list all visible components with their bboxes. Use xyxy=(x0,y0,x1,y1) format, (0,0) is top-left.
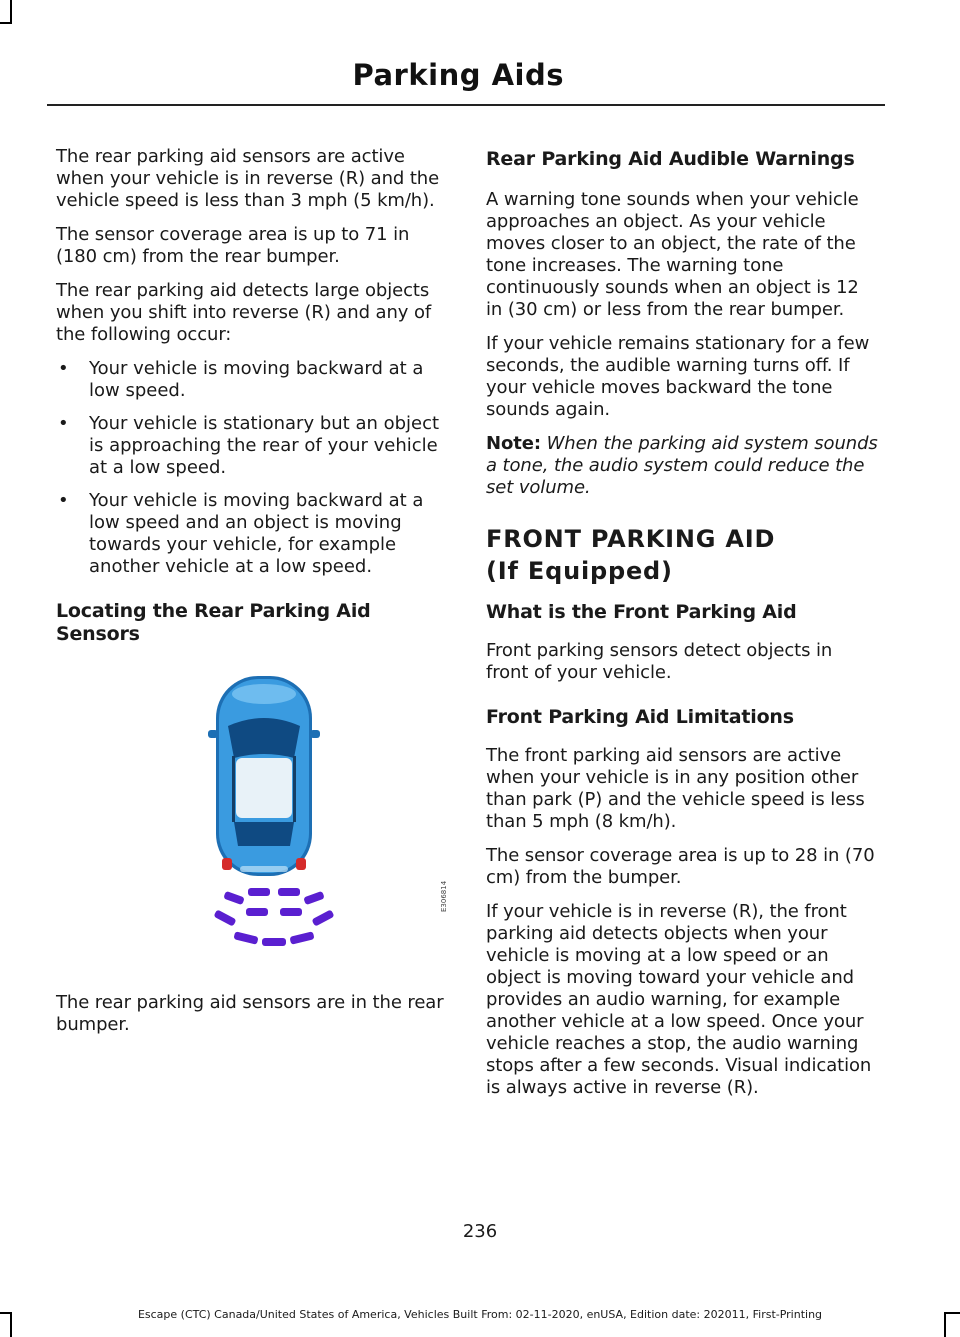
bullet-glyph: • xyxy=(58,413,69,434)
paragraph: The rear parking aid sensors are in the rear bumper. xyxy=(56,992,444,1035)
sensor-arc xyxy=(248,888,270,896)
rear-sensor-figure xyxy=(56,662,450,974)
sensor-arc xyxy=(280,908,302,916)
bullet-list xyxy=(56,358,450,578)
list-item-text: Your vehicle is stationary but an object is approaching the rear of your vehicle at a low speed. xyxy=(89,413,440,478)
header-rule xyxy=(47,104,885,106)
sensor-arc xyxy=(246,908,268,916)
note xyxy=(486,433,880,499)
rear-sensor-arcs xyxy=(213,888,334,946)
sensor-arc xyxy=(278,888,300,896)
right-column xyxy=(486,146,880,1111)
paragraph: Front parking sensors detect objects in front of your vehicle. xyxy=(486,640,833,683)
sensor-arc xyxy=(289,931,314,945)
left-column xyxy=(56,146,450,1048)
section-heading: What is the Front Parking Aid xyxy=(486,601,797,623)
page-number: 236 xyxy=(462,1221,498,1242)
section-heading: Rear Parking Aid Audible Warnings xyxy=(486,148,855,170)
crop-mark-top-left xyxy=(10,0,12,24)
paragraph: A warning tone sounds when your vehicle approaches an object. As your vehicle moves closer to an object, the rate of the tone increases. The warning tone continuously sounds when an object is 12 in (30 cm) or less from the rear bumper. xyxy=(486,189,859,320)
sensor-arc xyxy=(311,909,334,926)
paragraph: The front parking aid sensors are active when your vehicle is in any position other than park (P) and the vehicle speed is less than 5 mph (8 km/h). xyxy=(486,745,865,832)
bullet-glyph: • xyxy=(58,358,69,379)
paragraph: The rear parking aid sensors are active when your vehicle is in reverse (R) and the vehicle speed is less than 3 mph (5 km/h). xyxy=(56,146,440,211)
paragraph: If your vehicle remains stationary for a few seconds, the audible warning turns off. If your vehicle moves backward the tone sounds again. xyxy=(486,333,870,420)
crop-mark-top-left-h xyxy=(0,22,12,24)
list-item-text: Your vehicle is moving backward at a low speed. xyxy=(89,358,424,401)
list-item-text: Your vehicle is moving backward at a low speed and an object is moving towards your vehicle, for example another vehicle at a low speed. xyxy=(89,490,424,577)
note-label: Note: xyxy=(486,433,541,454)
page-title: Parking Aids xyxy=(352,58,564,92)
list-item xyxy=(56,413,450,479)
list-item xyxy=(56,358,450,402)
sensor-arc xyxy=(303,891,325,905)
paragraph: The sensor coverage area is up to 71 in (180 cm) from the rear bumper. xyxy=(56,224,410,267)
car-top-view-illustration xyxy=(56,662,450,974)
footer-text: Escape (CTC) Canada/United States of America, Vehicles Built From: 02-11-2020, enUSA, Edition date: 202011, First-Printing xyxy=(137,1308,823,1321)
bullet-glyph: • xyxy=(58,490,69,511)
sensor-arc xyxy=(213,909,236,926)
paragraph: If your vehicle is in reverse (R), the front parking aid detects objects when your vehicle is moving at a low speed or an object is moving toward your vehicle and provides an audio warning, for example another vehicle at a low speed. Once your vehicle reaches a stop, the audio warning stops after a few seconds. Visual indication is always active in reverse (R). xyxy=(486,901,872,1098)
section-heading: Front Parking Aid Limitations xyxy=(486,706,794,728)
list-item xyxy=(56,490,450,578)
chapter-heading: FRONT PARKING AID (If Equipped) xyxy=(486,525,776,585)
sensor-arc xyxy=(223,891,245,905)
car-icon xyxy=(208,676,320,876)
section-heading: Locating the Rear Parking Aid Sensors xyxy=(56,600,371,645)
figure-code: E306814 xyxy=(440,880,448,912)
sensor-arc xyxy=(233,931,258,945)
paragraph: The sensor coverage area is up to 28 in (70 cm) from the bumper. xyxy=(486,845,875,888)
note-text: When the parking aid system sounds a tone, the audio system could reduce the set volume. xyxy=(486,433,878,498)
paragraph: The rear parking aid detects large objects when you shift into reverse (R) and any of the following occur: xyxy=(56,280,432,345)
sensor-arc xyxy=(262,938,286,946)
